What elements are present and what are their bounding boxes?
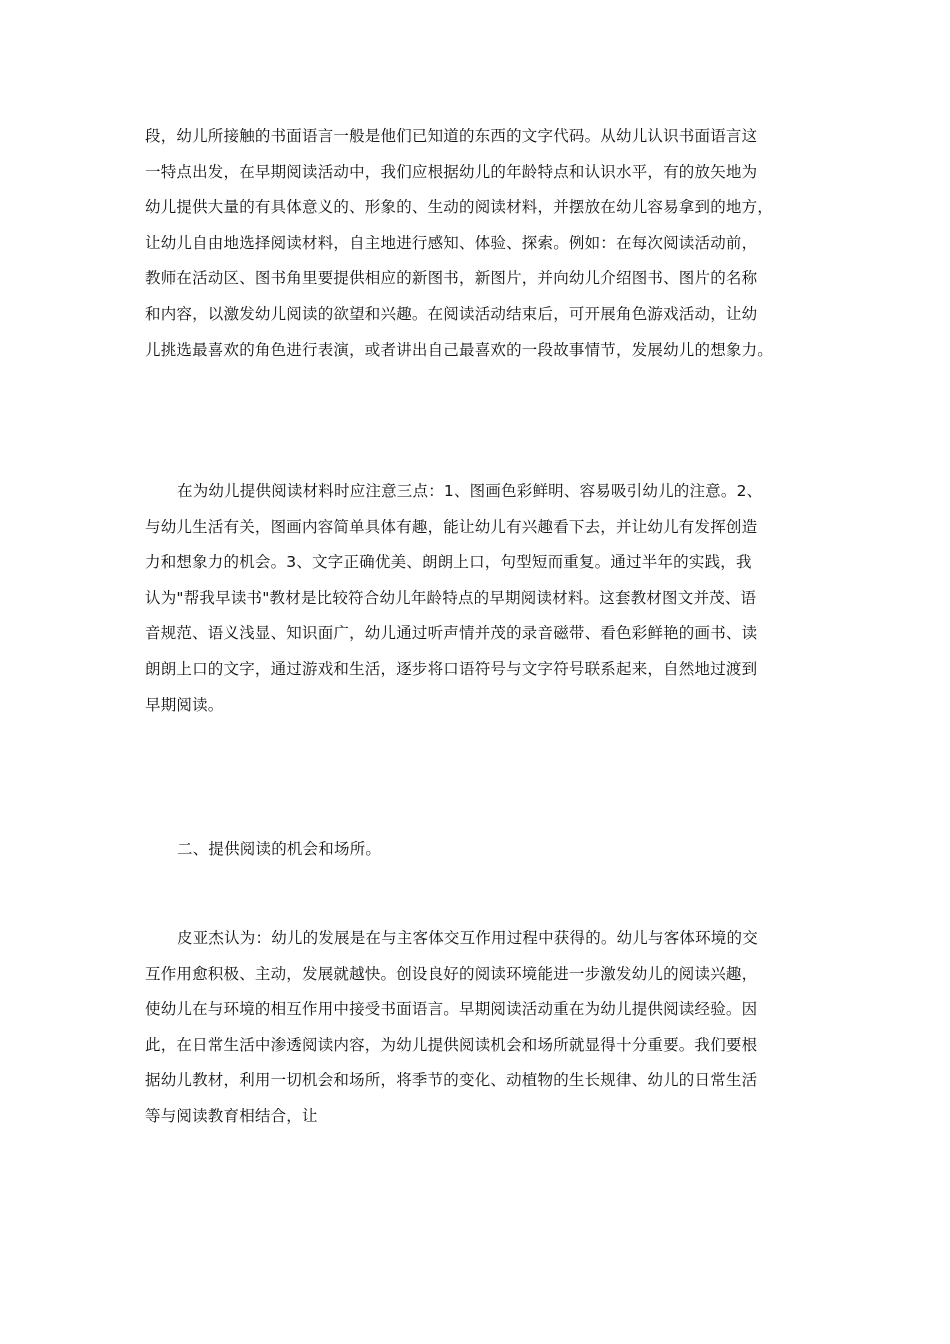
paragraph-line: 等与阅读教育相结合，让 <box>145 1106 318 1125</box>
paragraph-line: 教师在活动区、图书角里要提供相应的新图书，新图片，并向幼儿介绍图书、图片的名称 <box>145 269 758 288</box>
paragraph-line: 和内容，以激发幼儿阅读的欲望和兴趣。在阅读活动结束后，可开展角色游戏活动，让幼 <box>145 304 758 323</box>
paragraph-line: 一特点出发，在早期阅读活动中，我们应根据幼儿的年龄特点和认识水平，有的放矢地为 <box>145 162 758 181</box>
paragraph-line: 互作用愈积极、主动，发展就越快。创设良好的阅读环境能进一步激发幼儿的阅读兴趣， <box>145 964 758 983</box>
paragraph-1 <box>145 119 815 368</box>
paragraph-line: 与幼儿生活有关，图画内容简单具体有趣，能让幼儿有兴趣看下去，并让幼儿有发挥创造 <box>145 517 758 536</box>
paragraph-line: 让幼儿自由地选择阅读材料，自主地进行感知、体验、探索。例如：在每次阅读活动前， <box>145 233 758 252</box>
section-heading <box>145 832 815 868</box>
section-heading-text: 二、提供阅读的机会和场所。 <box>177 840 382 858</box>
paragraph-line: 段，幼儿所接触的书面语言一般是他们已知道的东西的文字代码。从幼儿认识书面语言这 <box>145 127 758 145</box>
paragraph-line: 据幼儿教材，利用一切机会和场所，将季节的变化、动植物的生长规律、幼儿的日常生活 <box>145 1071 758 1090</box>
paragraph-line: 早期阅读。 <box>145 695 224 714</box>
paragraph-line: 认为"帮我早读书"教材是比较符合幼儿年龄特点的早期阅读材料。这套教材图文并茂、语 <box>145 588 757 607</box>
paragraph-3 <box>145 921 815 1135</box>
paragraph-line: 音规范、语义浅显、知识面广，幼儿通过听声情并茂的录音磁带、看色彩鲜艳的画书、读 <box>145 624 758 643</box>
paragraph-line: 儿挑选最喜欢的角色进行表演，或者讲出自己最喜欢的一段故事情节，发展幼儿的想象力。 <box>145 340 774 359</box>
paragraph-line: 力和想象力的机会。3、文字正确优美、朗朗上口，句型短而重复。通过半年的实践，我 <box>145 553 752 572</box>
paragraph-line: 幼儿提供大量的有具体意义的、形象的、生动的阅读材料，并摆放在幼儿容易拿到的地方， <box>145 198 774 217</box>
paragraph-line: 在为幼儿提供阅读材料时应注意三点：1、图画色彩鲜明、容易吸引幼儿的注意。2、 <box>177 482 763 500</box>
paragraph-line: 使幼儿在与环境的相互作用中接受书面语言。早期阅读活动重在为幼儿提供阅读经验。因 <box>145 1000 758 1019</box>
paragraph-2 <box>145 474 815 723</box>
paragraph-line: 皮亚杰认为：幼儿的发展是在与主客体交互作用过程中获得的。幼儿与客体环境的交 <box>177 929 758 947</box>
paragraph-line: 此，在日常生活中渗透阅读内容，为幼儿提供阅读机会和场所就显得十分重要。我们要根 <box>145 1035 758 1054</box>
paragraph-line: 朗朗上口的文字，通过游戏和生活，逐步将口语符号与文字符号联系起来，自然地过渡到 <box>145 659 758 678</box>
